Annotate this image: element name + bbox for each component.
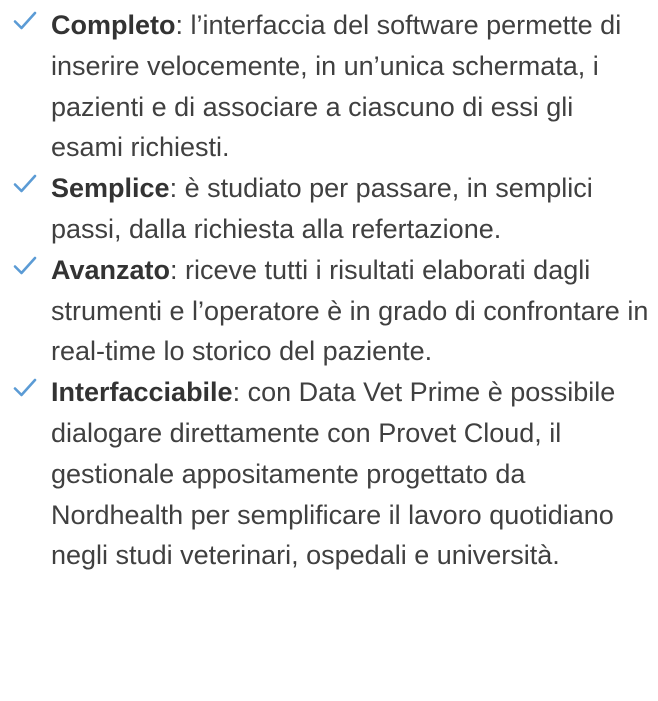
check-icon <box>12 375 38 401</box>
feature-item-completo <box>0 5 658 168</box>
check-icon <box>12 8 38 34</box>
feature-term: Interfacciabile <box>51 377 233 408</box>
feature-list <box>0 5 658 576</box>
feature-item-interfacciabile <box>0 372 658 576</box>
feature-description: : l’interfaccia del software permette di inserire velocemente, in un’unica schermata, i pazienti e di associare a ciascuno di essi gli esami richiesti. <box>51 10 622 163</box>
check-icon <box>12 171 38 197</box>
feature-item-avanzato <box>0 250 658 372</box>
feature-term: Semplice <box>51 173 170 204</box>
feature-description: : con Data Vet Prime è possibile dialogare direttamente con Provet Cloud, il gestionale appositamente progettato da Nordhealth per semplificare il lavoro quotidiano negli studi veterinari, ospedali e università. <box>51 377 616 571</box>
feature-term: Completo <box>51 10 176 40</box>
check-icon <box>12 253 38 279</box>
feature-item-semplice <box>0 168 658 250</box>
feature-description: : è studiato per passare, in semplici passi, dalla richiesta alla refertazione. <box>51 173 593 244</box>
feature-description: : riceve tutti i risultati elaborati dagli strumenti e l’operatore è in grado di confrontare in real-time lo storico del paziente. <box>51 254 649 367</box>
feature-term: Avanzato <box>51 254 171 285</box>
